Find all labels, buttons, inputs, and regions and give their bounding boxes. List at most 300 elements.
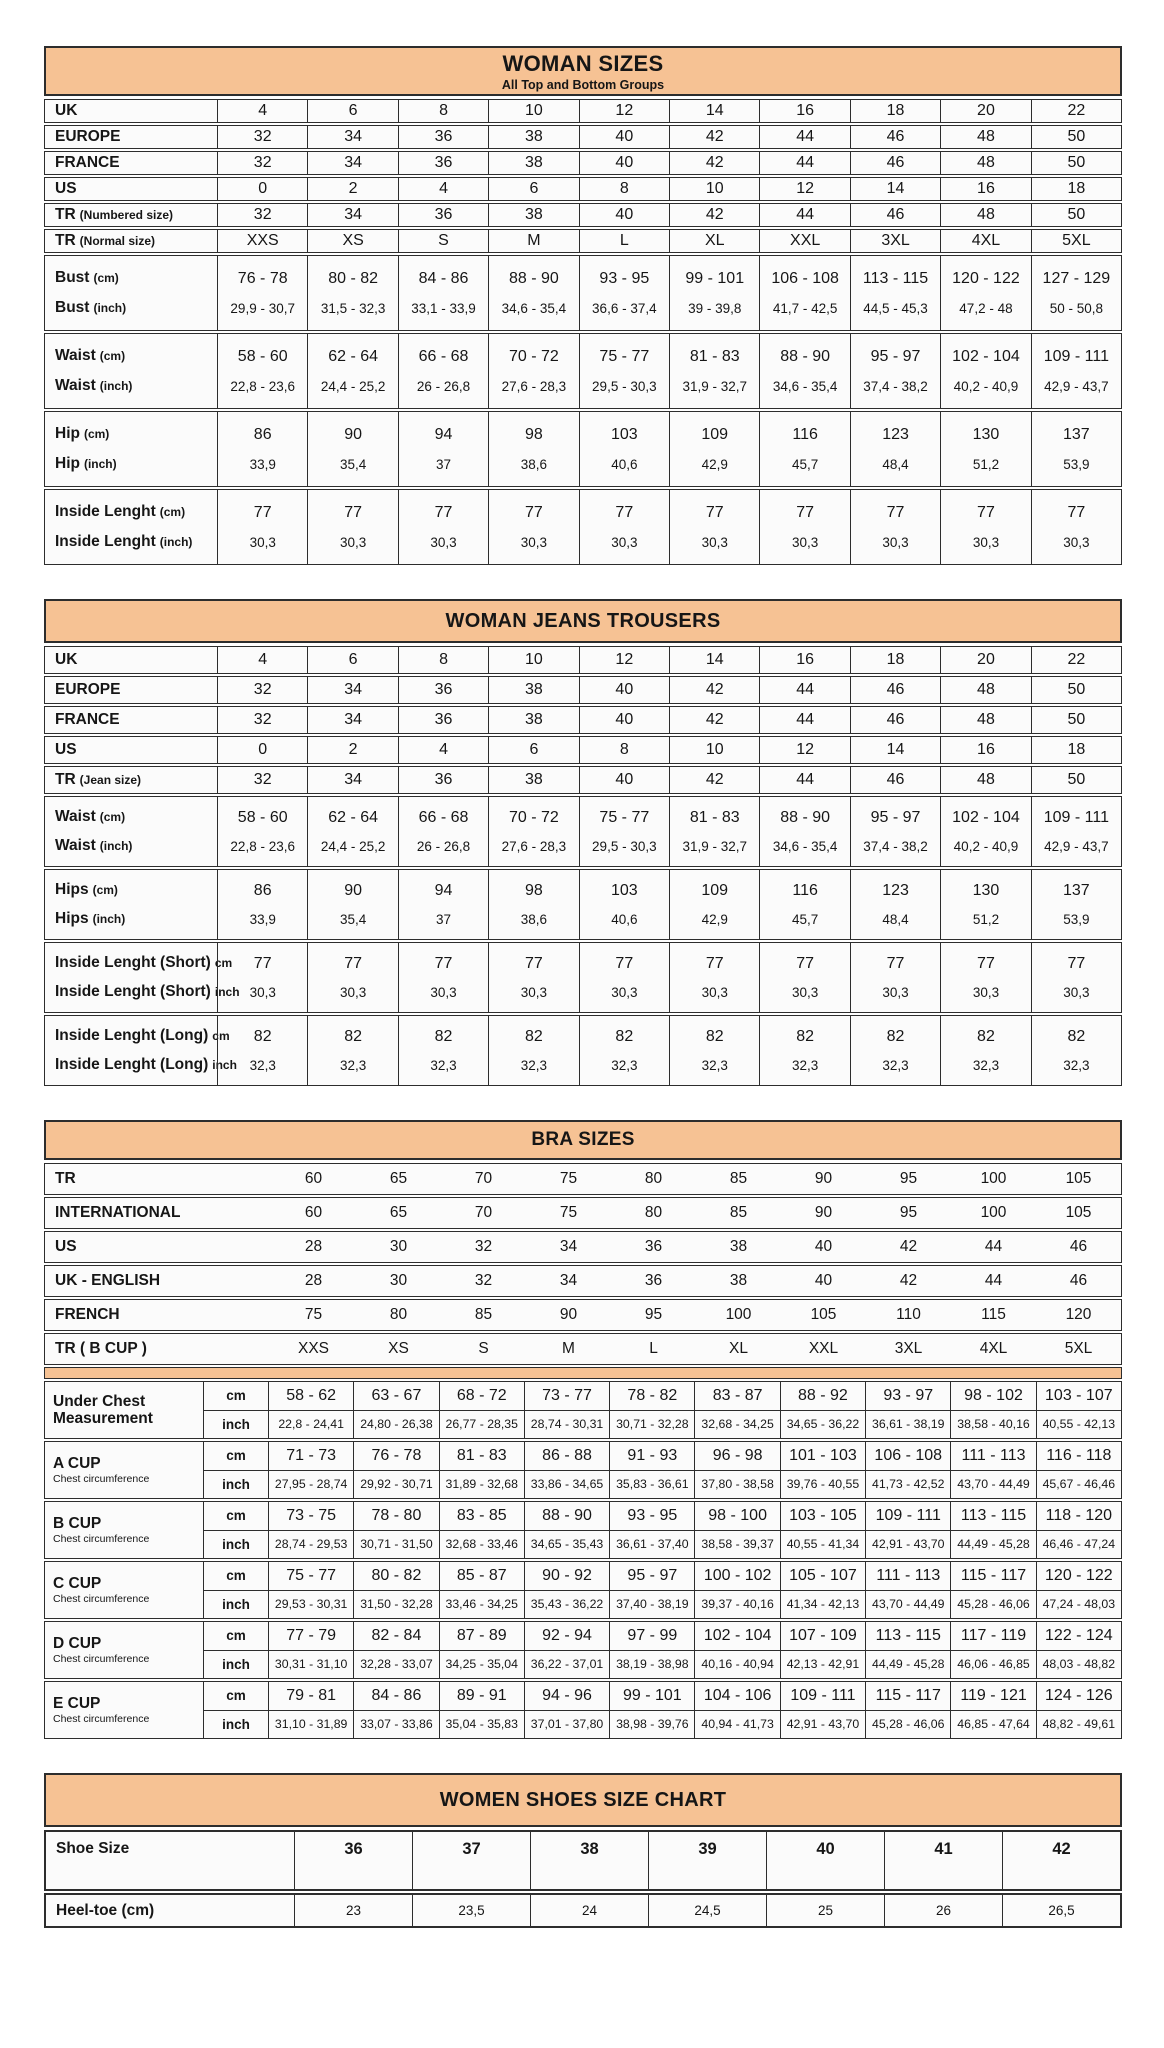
size-value: M <box>562 1340 575 1357</box>
size-value: 40 <box>814 1272 833 1289</box>
size-value: 93 - 95 <box>609 1502 694 1530</box>
value-column <box>850 737 940 763</box>
size-value: 101 - 103 <box>780 1442 865 1470</box>
size-value: 24,80 - 26,38 <box>353 1411 438 1439</box>
row-label-note: cm <box>212 1029 230 1043</box>
cup-label-cell <box>45 1562 203 1618</box>
value-column <box>398 204 488 226</box>
size-value: 90 <box>344 882 362 899</box>
size-value: 2 <box>348 180 358 197</box>
size-value: 82 <box>344 1028 362 1045</box>
size-value: 42 <box>705 711 724 728</box>
value-column <box>940 1016 1030 1085</box>
row-label-text: Waist <box>55 808 96 825</box>
size-value: 85 <box>474 1306 493 1323</box>
cup-cm-row <box>203 1382 1121 1411</box>
size-value: 82 <box>253 1028 272 1045</box>
size-value: 84 - 86 <box>418 269 469 287</box>
size-value: 71 - 73 <box>268 1442 353 1470</box>
size-value: 85 <box>729 1204 748 1221</box>
size-value: 62 - 64 <box>328 809 379 826</box>
size-value: 99 - 101 <box>685 269 745 287</box>
size-value: 45,7 <box>792 457 819 473</box>
value-column <box>1031 204 1121 226</box>
size-value: 30,3 <box>1063 535 1090 551</box>
cup-name: B CUP <box>53 1514 102 1532</box>
value-column <box>579 152 669 174</box>
value-column <box>307 178 397 200</box>
value-column <box>850 677 940 703</box>
size-value: 68 - 72 <box>439 1382 524 1410</box>
size-value: 40 <box>814 1238 833 1255</box>
row-label-cell <box>45 230 217 252</box>
size-value: 88 - 92 <box>780 1382 865 1410</box>
size-value: 76 - 78 <box>353 1442 438 1470</box>
size-value: 104 - 106 <box>694 1682 779 1710</box>
value-column <box>217 1016 307 1085</box>
size-value: 42 <box>705 128 724 145</box>
value-column <box>307 797 397 866</box>
value-column <box>307 767 397 793</box>
table-title: WOMEN SHOES SIZE CHART <box>439 1788 727 1811</box>
size-value: 102 - 104 <box>952 347 1020 365</box>
value-column <box>1031 943 1121 1012</box>
size-value: 30,31 - 31,10 <box>268 1651 353 1679</box>
size-value: 80 <box>644 1170 663 1187</box>
size-value: 26,77 - 28,35 <box>439 1411 524 1439</box>
size-value: 105 - 107 <box>780 1562 865 1590</box>
size-value: 45,28 - 46,06 <box>865 1711 950 1739</box>
size-value: 116 <box>792 882 818 899</box>
value-column <box>759 490 849 564</box>
size-value: 95 <box>899 1170 918 1187</box>
table-row-group <box>44 796 1122 867</box>
size-value: 120 - 122 <box>952 269 1020 287</box>
row-label-cell <box>45 767 217 793</box>
size-value: 90 <box>344 425 362 443</box>
value-column <box>850 767 940 793</box>
size-value: 115 - 117 <box>950 1562 1035 1590</box>
size-value: 32,3 <box>1063 1058 1090 1073</box>
value-column <box>669 707 759 733</box>
size-value: 95 - 97 <box>609 1562 694 1590</box>
size-value: 44 <box>796 128 815 145</box>
size-value: 12 <box>796 180 815 197</box>
value-column <box>759 178 849 200</box>
value-column <box>307 230 397 252</box>
unit-label: cm <box>203 1622 268 1650</box>
size-value: 37,4 - 38,2 <box>863 839 928 854</box>
size-value: 48,4 <box>882 912 909 927</box>
size-value: 30,3 <box>249 535 276 551</box>
row-label <box>55 232 217 250</box>
size-value: 95 <box>644 1306 663 1323</box>
size-value: 36,61 - 37,40 <box>609 1531 694 1559</box>
value-column <box>307 100 397 122</box>
size-value: 53,9 <box>1063 457 1090 473</box>
size-value: 80 - 82 <box>353 1562 438 1590</box>
size-value: 32 <box>253 206 272 223</box>
size-value: 22,8 - 24,41 <box>268 1411 353 1439</box>
size-value: 97 - 99 <box>609 1622 694 1650</box>
size-value: 93 - 95 <box>599 269 650 287</box>
size-value: 6 <box>529 741 539 758</box>
size-value: 82 <box>977 1028 995 1045</box>
table-row-group <box>44 333 1122 409</box>
size-value: 34 <box>559 1272 578 1289</box>
row-label-cell <box>45 256 217 330</box>
size-value: 40 <box>615 771 634 788</box>
value-column <box>940 797 1030 866</box>
size-value: 83 - 85 <box>439 1502 524 1530</box>
size-value: 36 <box>434 128 453 145</box>
value-column <box>759 230 849 252</box>
table-row-group <box>44 255 1122 331</box>
value-column <box>398 334 488 408</box>
size-value: 30,3 <box>339 535 367 551</box>
value-column <box>940 204 1030 226</box>
row-label-text: FRANCE <box>55 154 120 171</box>
size-value: 77 <box>615 955 634 972</box>
size-value: 40,94 - 41,73 <box>694 1711 779 1739</box>
size-value: 42,9 <box>701 912 728 927</box>
row-label-cell <box>45 204 217 226</box>
table-header-band <box>44 46 1122 96</box>
size-value: 105 <box>810 1306 837 1323</box>
size-value: 77 <box>886 955 905 972</box>
size-value: 73 - 75 <box>268 1502 353 1530</box>
table-row-group <box>44 411 1122 487</box>
size-value: 22 <box>1067 651 1086 668</box>
size-value: 30,3 <box>882 985 909 1000</box>
size-value: 42,9 <box>701 457 728 473</box>
row-label-note: (cm) <box>92 883 118 897</box>
size-value: 78 - 80 <box>353 1502 438 1530</box>
row-label-cell <box>45 334 217 408</box>
size-value: 25 <box>766 1895 884 1926</box>
size-value: 60 <box>304 1170 323 1187</box>
size-value: 24 <box>530 1895 648 1926</box>
row-label-note: (cm) <box>159 504 186 519</box>
size-value: 42,9 - 43,7 <box>1044 839 1109 854</box>
size-value: 95 - 97 <box>870 347 921 365</box>
size-value: 122 - 124 <box>1036 1622 1121 1650</box>
value-column <box>488 737 578 763</box>
value-column <box>669 870 759 939</box>
size-value: 31,89 - 32,68 <box>439 1471 524 1499</box>
size-value: XL <box>729 1340 748 1357</box>
value-column <box>940 870 1030 939</box>
cup-inch-row <box>203 1411 1121 1439</box>
size-value: 34,6 - 35,4 <box>772 379 838 395</box>
size-value: 34 <box>344 771 362 788</box>
size-value: 23 <box>294 1895 412 1926</box>
value-column <box>1031 490 1121 564</box>
size-value: XS <box>388 1340 409 1357</box>
row-label-cell <box>45 152 217 174</box>
value-column <box>217 334 307 408</box>
cup-row-group <box>44 1501 1122 1559</box>
value-column <box>669 943 759 1012</box>
size-value: 36 <box>294 1832 412 1889</box>
table-bra-sizes <box>44 1120 1122 1739</box>
size-value: 65 <box>389 1170 408 1187</box>
size-value: 41,7 - 42,5 <box>772 301 838 317</box>
size-value: 28,74 - 29,53 <box>268 1531 353 1559</box>
value-column <box>669 334 759 408</box>
value-column <box>217 100 307 122</box>
value-column <box>217 677 307 703</box>
value-column <box>850 412 940 486</box>
unit-label: inch <box>203 1711 268 1739</box>
size-value: 50 <box>1067 711 1086 728</box>
value-column <box>940 490 1030 564</box>
value-column <box>307 490 397 564</box>
value-column <box>1031 767 1121 793</box>
size-value: 63 - 67 <box>353 1382 438 1410</box>
size-value: 28 <box>304 1238 323 1255</box>
size-value: 36 <box>434 771 453 788</box>
size-value: 22,8 - 23,6 <box>230 379 295 395</box>
value-column <box>488 1016 578 1085</box>
size-value: 113 - 115 <box>865 1622 950 1650</box>
size-value: 30 <box>389 1238 408 1255</box>
size-value: 32 <box>253 681 272 698</box>
size-value: 32,3 <box>882 1058 909 1073</box>
row-label: TR <box>55 1170 76 1187</box>
size-value: 119 - 121 <box>950 1682 1035 1710</box>
value-column <box>669 412 759 486</box>
size-value: 95 - 97 <box>870 809 921 826</box>
size-value: 84 - 86 <box>353 1682 438 1710</box>
cup-row-group <box>44 1441 1122 1499</box>
value-column <box>850 204 940 226</box>
size-value: 10 <box>705 180 724 197</box>
size-value: 82 <box>1067 1028 1086 1045</box>
row-label-cell <box>45 707 217 733</box>
size-value: 48 <box>977 711 995 728</box>
size-value: 46 <box>886 711 905 728</box>
size-value: 14 <box>705 651 724 668</box>
size-value: 34,6 - 35,4 <box>501 301 567 317</box>
size-value: 80 <box>389 1306 408 1323</box>
size-value: 123 <box>882 882 909 899</box>
size-value: 44 <box>796 681 815 698</box>
row-label <box>55 533 217 551</box>
size-value: 32,3 <box>701 1058 728 1073</box>
size-value: 43,70 - 44,49 <box>865 1591 950 1619</box>
size-value: 4 <box>258 102 268 119</box>
size-value: 38,58 - 39,37 <box>694 1531 779 1559</box>
size-value: 36,61 - 38,19 <box>865 1411 950 1439</box>
unit-label: inch <box>203 1651 268 1679</box>
size-value: 42 <box>705 771 724 788</box>
size-value: 50 <box>1067 206 1086 223</box>
size-value: 85 <box>729 1170 748 1187</box>
value-column <box>398 797 488 866</box>
size-value: 34,6 - 35,4 <box>772 839 838 854</box>
size-value: 103 <box>610 882 638 899</box>
table-header-band <box>44 1773 1122 1827</box>
table-row-group <box>44 676 1122 704</box>
size-value: 18 <box>886 102 905 119</box>
row-label-cell <box>45 797 217 866</box>
size-value: 30,3 <box>882 535 909 551</box>
value-column <box>488 870 578 939</box>
cup-label-cell <box>45 1502 203 1558</box>
value-column <box>940 100 1030 122</box>
value-column <box>759 647 849 673</box>
size-value: 105 <box>1065 1170 1092 1187</box>
size-value: 95 <box>899 1204 918 1221</box>
size-value: 94 - 96 <box>524 1682 609 1710</box>
size-value: 81 - 83 <box>439 1442 524 1470</box>
cup-rows <box>203 1682 1121 1738</box>
value-column <box>307 677 397 703</box>
value-column <box>759 256 849 330</box>
value-column <box>1031 737 1121 763</box>
value-column <box>217 178 307 200</box>
size-value: 82 <box>615 1028 634 1045</box>
size-value: 62 - 64 <box>328 347 379 365</box>
size-value: 100 <box>980 1204 1007 1221</box>
row-label-text: EUROPE <box>55 681 121 698</box>
size-value: 48 <box>977 206 995 223</box>
size-value: 110 <box>896 1306 921 1323</box>
row-label-text: Hips <box>55 881 89 898</box>
table-row <box>44 1197 1122 1229</box>
table-title: BRA SIZES <box>531 1129 635 1150</box>
size-value: 116 - 118 <box>1036 1442 1121 1470</box>
size-value: XS <box>342 232 364 249</box>
size-value: 98 <box>525 425 543 443</box>
cup-note: Chest circumference <box>53 1593 150 1606</box>
size-value: 26,5 <box>1002 1895 1120 1926</box>
size-value: 30,3 <box>792 985 819 1000</box>
value-column <box>398 230 488 252</box>
size-value: 75 <box>559 1204 578 1221</box>
size-value: 6 <box>348 651 358 668</box>
size-value: 106 - 108 <box>865 1442 950 1470</box>
size-value: 37 <box>436 912 452 927</box>
size-value: 34 <box>344 154 362 171</box>
size-value: 98 - 100 <box>694 1502 779 1530</box>
size-value: 109 - 111 <box>1043 809 1109 826</box>
row-label <box>55 347 217 365</box>
size-value: 6 <box>529 180 539 197</box>
size-value: 102 - 104 <box>694 1622 779 1650</box>
size-value: 20 <box>977 102 995 119</box>
size-value: 32,68 - 33,46 <box>439 1531 524 1559</box>
size-value: 34 <box>344 711 362 728</box>
table-row <box>44 1299 1122 1331</box>
size-value: 32,28 - 33,07 <box>353 1651 438 1679</box>
size-value: 88 - 90 <box>780 347 831 365</box>
size-value: 116 <box>792 425 818 443</box>
size-value: 107 - 109 <box>780 1622 865 1650</box>
size-value: 32,3 <box>249 1058 276 1073</box>
size-value: 50 <box>1067 128 1086 145</box>
row-label <box>55 910 217 928</box>
table-row-group <box>44 869 1122 940</box>
size-value: 77 <box>796 955 815 972</box>
size-value: 77 <box>1067 955 1086 972</box>
size-value: 82 <box>886 1028 905 1045</box>
size-value: 33,07 - 33,86 <box>353 1711 438 1739</box>
size-value: 30,3 <box>611 535 638 551</box>
size-value: 35,4 <box>339 912 367 927</box>
value-column <box>488 152 578 174</box>
cup-note: Chest circumference <box>53 1713 150 1726</box>
size-value: 29,53 - 30,31 <box>268 1591 353 1619</box>
size-value: 48,03 - 48,82 <box>1036 1651 1121 1679</box>
value-column <box>850 178 940 200</box>
cup-name: Under Chest Measurement <box>53 1392 153 1427</box>
value-column <box>759 100 849 122</box>
value-column <box>488 230 578 252</box>
size-value: 127 - 129 <box>1042 269 1111 287</box>
unit-label: inch <box>203 1591 268 1619</box>
size-value: 98 <box>525 882 543 899</box>
unit-label: cm <box>203 1382 268 1410</box>
row-label <box>55 711 217 729</box>
size-value: 8 <box>619 180 629 197</box>
size-value: 30,3 <box>430 535 457 551</box>
row-label-text: Hip <box>55 424 80 442</box>
size-value: 26 - 26,8 <box>416 839 471 854</box>
size-value: 39,37 - 40,16 <box>694 1591 779 1619</box>
size-value: 10 <box>705 741 724 758</box>
size-value: 35,43 - 36,22 <box>524 1591 609 1619</box>
size-value: 20 <box>977 651 995 668</box>
size-value: 41,73 - 42,52 <box>865 1471 950 1499</box>
value-column <box>669 1016 759 1085</box>
size-value: 130 <box>972 425 1000 443</box>
size-value: 39 - 39,8 <box>688 301 742 317</box>
row-label-note: cm <box>214 956 233 970</box>
size-value: 38 <box>530 1832 648 1889</box>
table-row-group <box>44 151 1122 175</box>
size-value: 46 <box>886 154 905 171</box>
row-label <box>55 299 217 317</box>
value-column <box>579 126 669 148</box>
size-value: 32 <box>253 711 272 728</box>
size-value: 73 - 77 <box>524 1382 609 1410</box>
value-column <box>579 412 669 486</box>
row-label-text: Inside Lenght (Short) <box>55 954 211 971</box>
size-value: 75 <box>559 1170 578 1187</box>
value-column <box>398 707 488 733</box>
size-value: 80 <box>644 1204 663 1221</box>
size-value: 82 <box>705 1028 724 1045</box>
size-value: 28 <box>304 1272 323 1289</box>
size-value: 40,6 <box>611 912 638 927</box>
value-column <box>217 204 307 226</box>
size-value: 109 <box>701 882 729 899</box>
unit-label: inch <box>203 1411 268 1439</box>
size-value: 81 - 83 <box>689 347 740 365</box>
size-value: 38,6 <box>520 457 548 473</box>
size-value: 42,13 - 42,91 <box>780 1651 865 1679</box>
row-label-note: (inch) <box>99 379 133 394</box>
size-value: M <box>527 232 541 249</box>
size-value: 50 <box>1067 681 1086 698</box>
row-label-cell <box>45 870 217 939</box>
size-value: 37 <box>412 1832 530 1889</box>
value-column <box>398 178 488 200</box>
size-value: 82 <box>525 1028 543 1045</box>
cup-inch-row <box>203 1591 1121 1619</box>
